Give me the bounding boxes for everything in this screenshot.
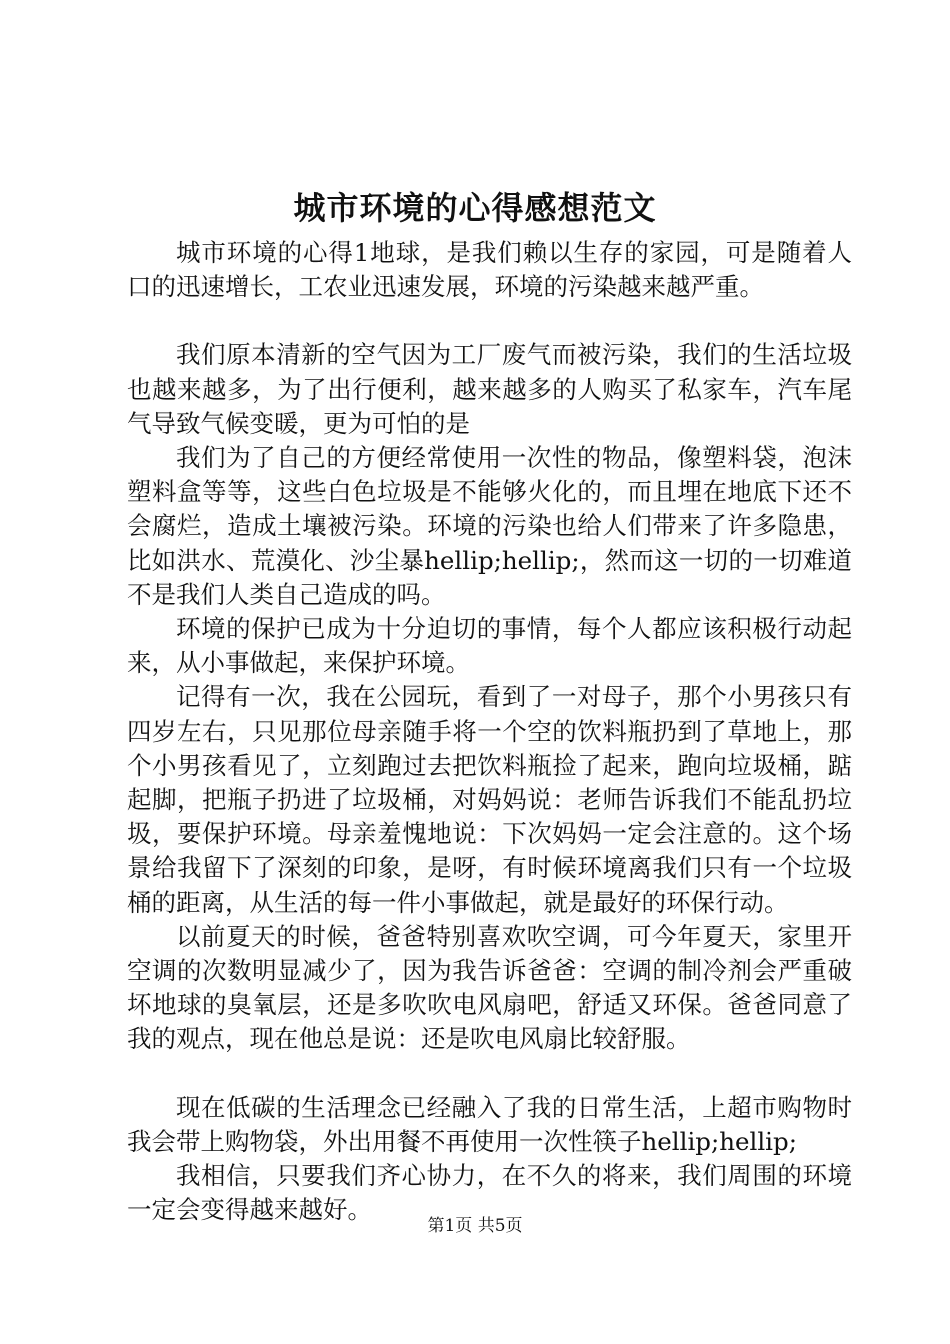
paragraph-7: 现在低碳的生活理念已经融入了我的日常生活，上超市购物时我会带上购物袋，外出用餐不再使用一次性筷子hellip;hellip;: [127, 1092, 852, 1156]
paragraph-4: 环境的保护已成为十分迫切的事情，每个人都应该积极行动起来，从小事做起，来保护环境。: [127, 614, 852, 678]
paragraph-2: 我们原本清新的空气因为工厂废气而被污染，我们的生活垃圾也越来越多，为了出行便利，越来越多的人购买了私家车，汽车尾气导致气候变暖，更为可怕的是: [127, 340, 852, 438]
page-number: 第1页 共5页: [427, 1216, 523, 1236]
paragraph-6: 以前夏天的时候，爸爸特别喜欢吹空调，可今年夏天，家里开空调的次数明显减少了，因为我告诉爸爸：空调的制冷剂会严重破坏地球的臭氧层，还是多吹吹电风扇吧，舒适又环保。爸爸同意了我的观点，现在他总是说：还是吹电风扇比较舒服。: [127, 921, 852, 1054]
paragraph-1: 城市环境的心得1地球，是我们赖以生存的家园，可是随着人口的迅速增长，工农业迅速发展，环境的污染越来越严重。: [127, 238, 852, 302]
paragraph-3: 我们为了自己的方便经常使用一次性的物品，像塑料袋，泡沫塑料盒等等，这些白色垃圾是不能够火化的，而且埋在地底下还不会腐烂，造成土壤被污染。环境的污染也给人们带来了许多隐患，比如洪水、荒漠化、沙尘暴hellip;hellip;，然而这一切的一切难道不是我们人类自己造成的吗。: [127, 443, 852, 609]
document-body: [127, 236, 852, 1227]
paragraph-5: 记得有一次，我在公园玩，看到了一对母子，那个小男孩只有四岁左右，只见那位母亲随手将一个空的饮料瓶扔到了草地上，那个小男孩看见了，立刻跑过去把饮料瓶捡了起来，跑向垃圾桶，踮起脚，把瓶子扔进了垃圾桶，对妈妈说：老师告诉我们不能乱扔垃圾，要保护环境。母亲羞愧地说：下次妈妈一定会注意的。这个场景给我留下了深刻的印象，是呀，有时候环境离我们只有一个垃圾桶的距离，从生活的每一件小事做起，就是最好的环保行动。: [127, 682, 852, 917]
paragraph-8: 我相信，只要我们齐心协力，在不久的将来，我们周围的环境一定会变得越来越好。: [127, 1161, 852, 1225]
document-title: 城市环境的心得感想范文: [293, 189, 657, 227]
